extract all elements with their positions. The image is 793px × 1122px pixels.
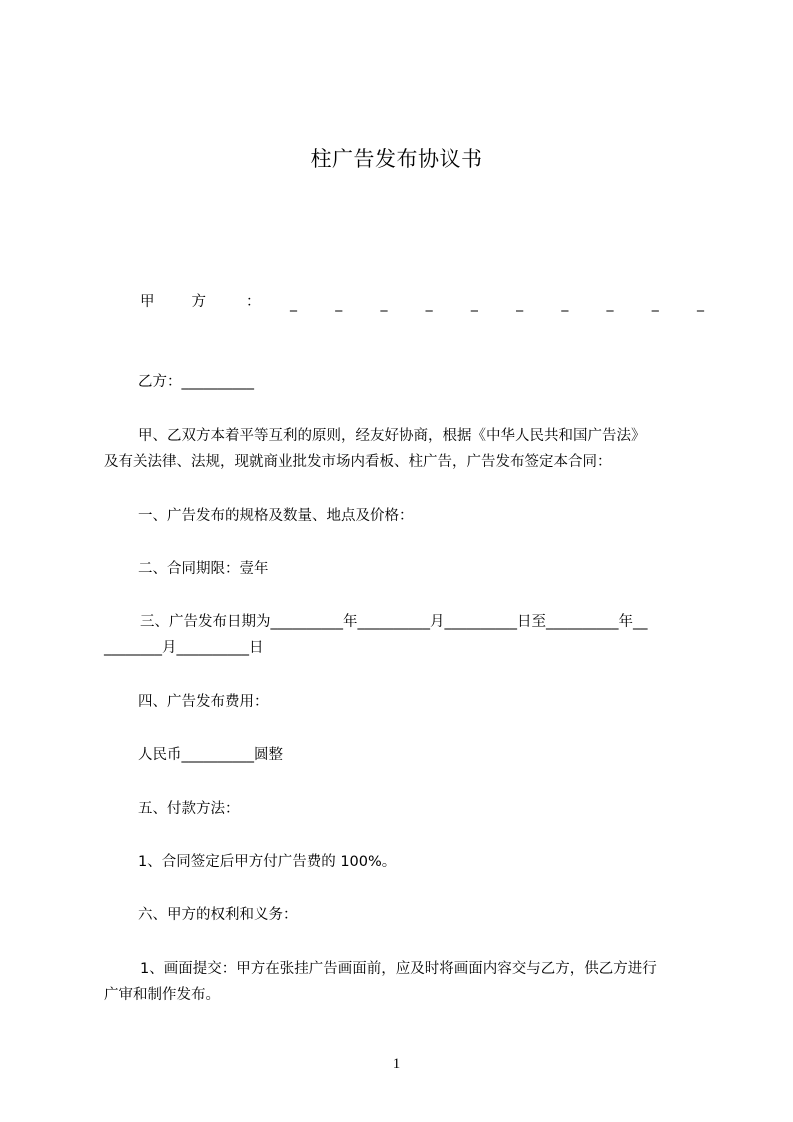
party-a-label-fang: 方 (191, 294, 206, 310)
section-4-heading: 四、广告发布费用： (138, 694, 269, 710)
blank-mark: _ (470, 296, 478, 312)
blank-mark: _ (290, 296, 297, 312)
page-number: 1 (392, 1056, 401, 1072)
section-1-heading: 一、广告发布的规格及数量、地点及价格： (138, 508, 414, 524)
preamble-line-1: 甲、乙双方本着平等互利的原则，经友好协商，根据《中华人民共和国广告法》 (138, 428, 646, 444)
section-6-heading: 六、甲方的权利和义务： (138, 907, 298, 923)
amount-line: 人民币__________圆整 (138, 747, 283, 763)
preamble-line-2: 及有关法律、法规，现就商业批发市场内看板、柱广告，广告发布签定本合同： (104, 454, 612, 470)
duty-1-line-1: 1、画面提交：甲方在张挂广告画面前，应及时将画面内容交与乙方，供乙方进行 (140, 961, 657, 977)
blank-mark: _ (425, 296, 433, 312)
party-a-label-jia: 甲 (140, 294, 155, 310)
duty-1-line-2: 广审和制作发布。 (104, 987, 220, 1003)
section-5-heading: 五、付款方法： (138, 801, 240, 817)
party-b-line: 乙方：__________ (138, 374, 254, 390)
blank-mark: _ (335, 296, 343, 312)
document-title: 柱广告发布协议书 (310, 147, 483, 171)
section-2-heading: 二、合同期限：壹年 (138, 561, 269, 577)
blank-mark: _ (380, 296, 388, 312)
party-a-blank (290, 296, 704, 312)
section-3-line-2: ________月__________日 (104, 640, 264, 656)
blank-mark: _ (651, 296, 659, 312)
blank-mark: _ (561, 296, 569, 312)
blank-mark: _ (606, 296, 614, 312)
payment-item-1: 1、合同签定后甲方付广告费的 100%。 (138, 854, 397, 870)
blank-mark: _ (696, 296, 704, 312)
party-a-label (140, 292, 261, 312)
blank-mark: _ (516, 296, 524, 312)
section-3-line-1: 三、广告发布日期为__________年__________月__________日至__________年__ (140, 614, 648, 630)
party-a-colon: ： (246, 294, 261, 310)
